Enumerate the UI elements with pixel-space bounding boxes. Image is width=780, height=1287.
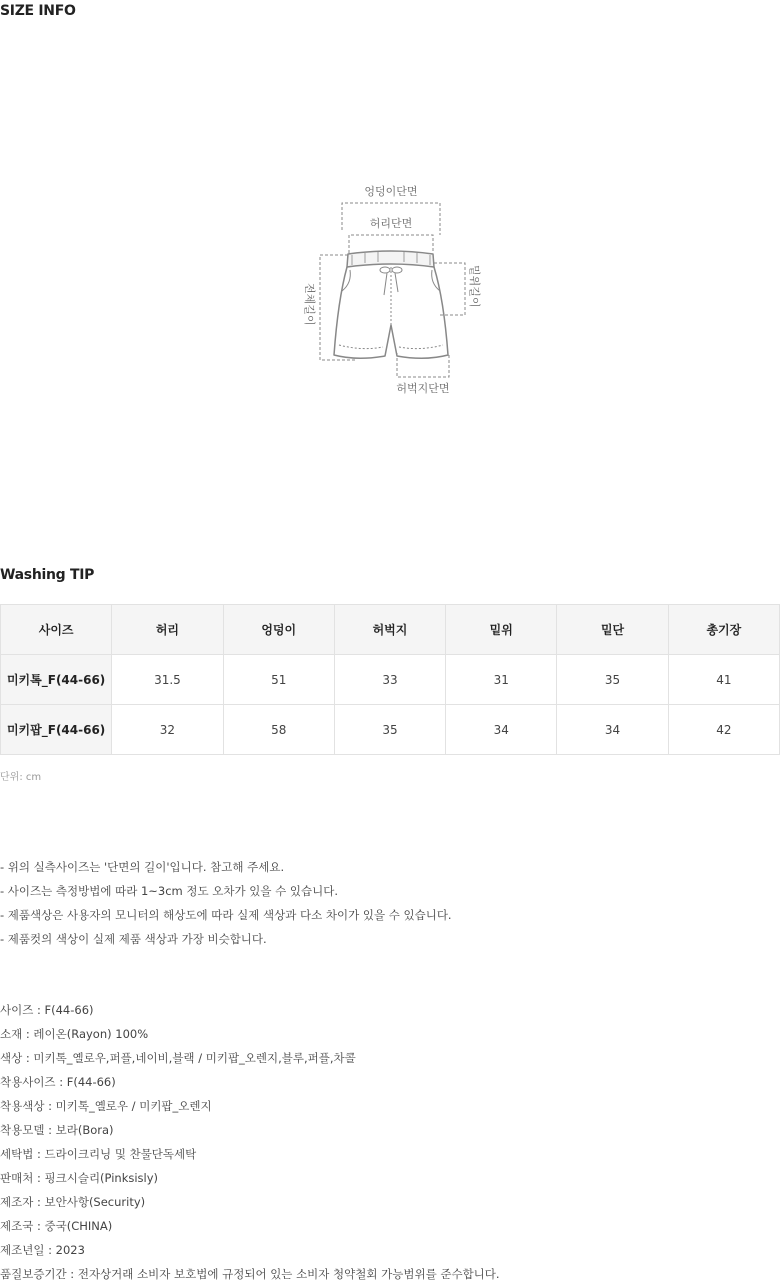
note-line: - 사이즈는 측정방법에 따라 1~3cm 정도 오차가 있을 수 있습니다. xyxy=(0,884,339,898)
table-cell: 32 xyxy=(112,705,223,755)
note-line: - 위의 실측사이즈는 '단면의 길이'입니다. 참고해 주세요. xyxy=(0,860,285,874)
total-length-label: 전체길이 xyxy=(303,283,316,326)
header-size: 사이즈 xyxy=(1,605,112,655)
washing-tip-title: Washing TIP xyxy=(0,567,95,583)
header-hip: 엉덩이 xyxy=(223,605,334,655)
table-cell: 31 xyxy=(446,655,557,705)
table-cell: 31.5 xyxy=(112,655,223,705)
table-row xyxy=(1,705,780,755)
rise-measure-line xyxy=(434,263,465,315)
spec-line: 사이즈 : F(44-66) xyxy=(0,1003,94,1017)
spec-line: 착용사이즈 : F(44-66) xyxy=(0,1075,116,1089)
spec-line: 색상 : 미키톡_옐로우,퍼플,네이비,블랙 / 미키팝_오렌지,블루,퍼플,차콜 xyxy=(0,1051,356,1065)
waist-label: 허리단면 xyxy=(369,217,413,230)
table-cell: 41 xyxy=(668,655,779,705)
table-cell: 58 xyxy=(223,705,334,755)
thigh-label: 허벅지단면 xyxy=(396,382,450,395)
hip-label: 엉덩이단면 xyxy=(364,185,418,198)
spec-line: 판매처 : 핑크시슬리(Pinksisly) xyxy=(0,1171,159,1185)
header-hem: 밑단 xyxy=(557,605,668,655)
unit-label: 단위: cm xyxy=(0,772,42,783)
table-cell: 42 xyxy=(668,705,779,755)
note-line: - 제품컷의 색상이 실제 제품 색상과 가장 비슷합니다. xyxy=(0,932,267,946)
product-specs xyxy=(0,998,500,1286)
table-row xyxy=(1,655,780,705)
measurement-notes xyxy=(0,855,452,951)
table-cell: 33 xyxy=(334,655,445,705)
table-cell: 51 xyxy=(223,655,334,705)
spec-line: 세탁법 : 드라이크리닝 및 찬물단독세탁 xyxy=(0,1147,197,1161)
row-size-name: 미키톡_F(44-66) xyxy=(1,655,112,705)
size-table xyxy=(0,604,780,755)
row-size-name: 미키팝_F(44-66) xyxy=(1,705,112,755)
table-cell: 34 xyxy=(557,705,668,755)
spec-line: 소재 : 레이온(Rayon) 100% xyxy=(0,1027,149,1041)
header-thigh: 허벅지 xyxy=(334,605,445,655)
header-waist: 허리 xyxy=(112,605,223,655)
size-info-title: SIZE INFO xyxy=(0,3,76,19)
spec-line: 착용색상 : 미키톡_옐로우 / 미키팝_오렌지 xyxy=(0,1099,212,1113)
spec-line: 착용모델 : 보라(Bora) xyxy=(0,1123,114,1137)
note-line: - 제품색상은 사용자의 모니터의 해상도에 따라 실제 색상과 다소 차이가 있을 수 있습니다. xyxy=(0,908,452,922)
spec-line: 제조자 : 보안사항(Security) xyxy=(0,1195,146,1209)
header-rise: 밑위 xyxy=(446,605,557,655)
spec-line: 제조년일 : 2023 xyxy=(0,1243,85,1257)
rise-label: 밑위길이 xyxy=(468,265,481,308)
spec-line: 제조국 : 중국(CHINA) xyxy=(0,1219,113,1233)
header-total-length: 총기장 xyxy=(668,605,779,655)
spec-line: 품질보증기간 : 전자상거래 소비자 보호법에 규정되어 있는 소비자 청약철회 가능범위를 준수합니다. xyxy=(0,1267,500,1281)
table-cell: 35 xyxy=(557,655,668,705)
table-cell: 35 xyxy=(334,705,445,755)
shorts-icon xyxy=(334,251,448,358)
shorts-measurement-diagram xyxy=(290,175,490,405)
table-cell: 34 xyxy=(446,705,557,755)
table-header-row xyxy=(1,605,780,655)
